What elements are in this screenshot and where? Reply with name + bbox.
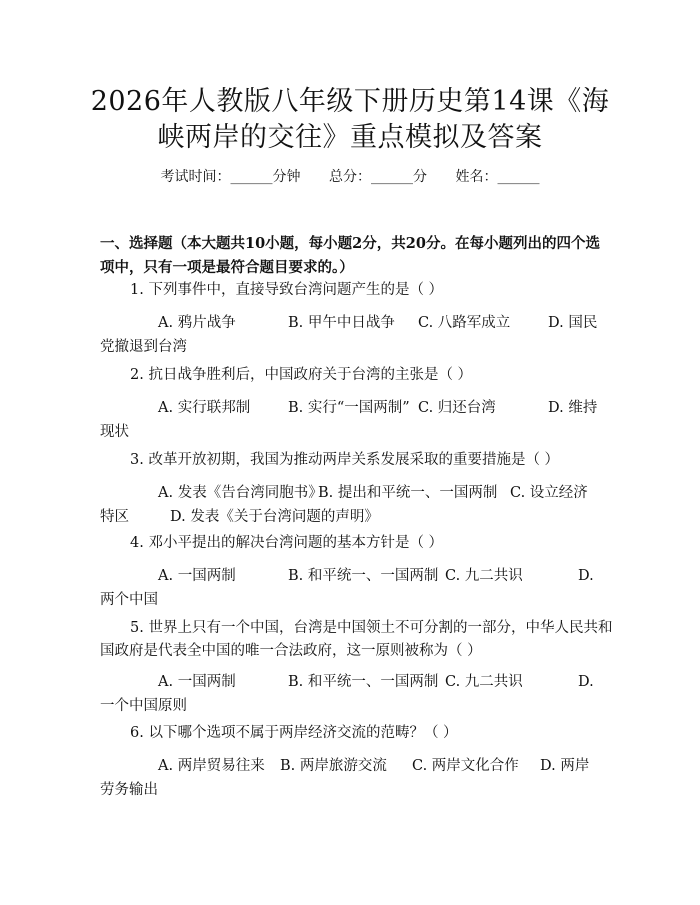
question-4-option-d[interactable]: D. [578, 568, 594, 584]
question-6-option-b[interactable]: B. 两岸旅游交流 [280, 758, 387, 774]
question-6-option-c[interactable]: C. 两岸文化合作 [412, 758, 519, 774]
question-2-option-b[interactable]: B. 实行“一国两制” [288, 400, 410, 416]
question-3-option-c-wrap: 特区 [100, 509, 129, 525]
question-5-option-b[interactable]: B. 和平统一、一国两制 [288, 674, 439, 690]
question-3-stem: 3. 改革开放初期，我国为推动两岸关系发展采取的重要措施是（ ） [130, 452, 560, 468]
question-5-option-d[interactable]: D. [578, 674, 594, 690]
question-2-option-d[interactable]: D. 维持 [548, 400, 598, 416]
question-1-option-d[interactable]: D. 国民 [548, 315, 598, 331]
question-5-option-c[interactable]: C. 九二共识 [445, 674, 523, 690]
question-3-options [100, 481, 600, 529]
question-5-stem-line2: 国政府是代表全中国的唯一合法政府，这一原则被称为（ ） [100, 643, 482, 659]
question-2-options [100, 396, 600, 444]
section-heading [100, 232, 600, 280]
section-heading-line2: 项中，只有一项是最符合题目要求的。） [100, 259, 354, 276]
question-6-options [100, 754, 600, 802]
question-4-option-b[interactable]: B. 和平统一、一国两制 [288, 568, 439, 584]
question-4-option-d-wrap: 两个中国 [100, 592, 158, 608]
question-1-options [100, 311, 600, 359]
question-4-options [100, 564, 600, 612]
question-4-option-a[interactable]: A. 一国两制 [158, 568, 236, 584]
question-4-stem: 4. 邓小平提出的解决台湾问题的基本方针是（ ） [130, 535, 444, 551]
question-2-option-d-wrap: 现状 [100, 424, 129, 440]
doc-title-line1: 2026年人教版八年级下册历史第14课《海 [90, 86, 610, 117]
question-1-option-c[interactable]: C. 八路军成立 [418, 315, 511, 331]
question-2-stem: 2. 抗日战争胜利后，中国政府关于台湾的主张是（ ） [130, 367, 473, 383]
question-3-option-c[interactable]: C. 设立经济 [510, 485, 588, 501]
exam-time: 考试时间：______分钟 [160, 169, 301, 185]
question-3-option-b[interactable]: B. 提出和平统一、一国两制 [318, 485, 498, 501]
question-2-option-a[interactable]: A. 实行联邦制 [158, 400, 251, 416]
question-1-stem: 1. 下列事件中，直接导致台湾问题产生的是（ ） [130, 282, 444, 298]
question-5-options [100, 670, 600, 718]
question-4-option-c[interactable]: C. 九二共识 [445, 568, 523, 584]
exam-score: 总分：______分 [329, 169, 427, 185]
question-6-stem: 6. 以下哪个选项不属于两岸经济交流的范畴？（ ） [130, 725, 458, 741]
question-6-option-d-wrap: 劳务输出 [100, 782, 158, 798]
question-5-option-d-wrap: 一个中国原则 [100, 698, 187, 714]
question-1-option-d-wrap: 党撤退到台湾 [100, 339, 187, 355]
question-3-option-d[interactable]: D. 发表《关于台湾问题的声明》 [170, 509, 379, 525]
question-5-option-a[interactable]: A. 一国两制 [158, 674, 236, 690]
exam-name: 姓名：______ [455, 169, 540, 185]
question-5-stem-line1: 5. 世界上只有一个中国，台湾是中国领土不可分割的一部分，中华人民共和 [130, 620, 613, 636]
section-heading-line1: 一、选择题（本大题共10小题，每小题2分，共20分。在每小题列出的四个选 [100, 235, 600, 252]
question-2-option-c[interactable]: C. 归还台湾 [418, 400, 496, 416]
question-1-option-a[interactable]: A. 鸦片战争 [158, 315, 236, 331]
exam-info [0, 167, 700, 187]
question-6-option-d[interactable]: D. 两岸 [540, 758, 590, 774]
question-6-option-a[interactable]: A. 两岸贸易往来 [158, 758, 265, 774]
question-3-option-a[interactable]: A. 发表《告台湾同胞书》 [158, 485, 323, 501]
doc-title-line2: 峡两岸的交往》重点模拟及答案 [157, 122, 543, 153]
question-1-option-b[interactable]: B. 甲午中日战争 [288, 315, 395, 331]
